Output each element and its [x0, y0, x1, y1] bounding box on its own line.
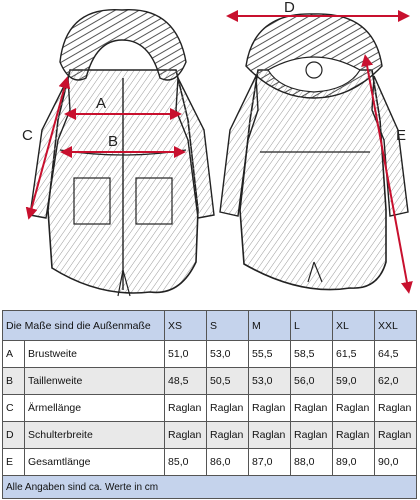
cell-value: 55,5: [249, 341, 291, 368]
cell-value: 89,0: [333, 449, 375, 476]
jacket-back-drawing: [220, 14, 408, 290]
cell-value: 58,5: [291, 341, 333, 368]
cell-value: 86,0: [207, 449, 249, 476]
cell-value: 90,0: [375, 449, 417, 476]
row-label: Taillenweite: [25, 368, 165, 395]
cell-value: Raglan: [207, 422, 249, 449]
cell-value: 50,5: [207, 368, 249, 395]
cell-value: 53,0: [249, 368, 291, 395]
table-row: [3, 341, 417, 368]
table-row: [3, 449, 417, 476]
cell-value: Raglan: [291, 395, 333, 422]
size-header-l: L: [291, 311, 333, 341]
row-label: Schulterbreite: [25, 422, 165, 449]
cell-value: Raglan: [249, 422, 291, 449]
measurement-label-a: A: [96, 95, 107, 112]
row-code: A: [3, 341, 25, 368]
size-header-xs: XS: [165, 311, 207, 341]
cell-value: 59,0: [333, 368, 375, 395]
cell-value: Raglan: [165, 395, 207, 422]
size-table: [2, 310, 417, 499]
table-footer-note: Alle Angaben sind ca. Werte in cm: [3, 476, 417, 499]
cell-value: Raglan: [165, 422, 207, 449]
measurement-label-b: B: [108, 133, 119, 150]
measurement-label-c: C: [22, 127, 33, 144]
row-label: Ärmellänge: [25, 395, 165, 422]
row-label: Gesamtlänge: [25, 449, 165, 476]
cell-value: 64,5: [375, 341, 417, 368]
cell-value: Raglan: [249, 395, 291, 422]
row-code: C: [3, 395, 25, 422]
table-row: [3, 368, 417, 395]
size-header-m: M: [249, 311, 291, 341]
cell-value: Raglan: [375, 395, 417, 422]
cell-value: 62,0: [375, 368, 417, 395]
cell-value: 88,0: [291, 449, 333, 476]
row-label: Brustweite: [25, 341, 165, 368]
row-code: D: [3, 422, 25, 449]
table-header-row: [3, 311, 417, 341]
measurement-label-d: D: [284, 0, 295, 16]
measurement-label-e: E: [396, 127, 407, 144]
cell-value: 56,0: [291, 368, 333, 395]
cell-value: Raglan: [333, 422, 375, 449]
cell-value: Raglan: [375, 422, 417, 449]
cell-value: Raglan: [207, 395, 249, 422]
cell-value: 85,0: [165, 449, 207, 476]
cell-value: Raglan: [333, 395, 375, 422]
table-header-title: Die Maße sind die Außenmaße: [3, 311, 165, 341]
row-code: E: [3, 449, 25, 476]
size-header-xxl: XXL: [375, 311, 417, 341]
size-header-s: S: [207, 311, 249, 341]
table-row: [3, 422, 417, 449]
cell-value: 53,0: [207, 341, 249, 368]
size-header-xl: XL: [333, 311, 375, 341]
row-code: B: [3, 368, 25, 395]
cell-value: 51,0: [165, 341, 207, 368]
cell-value: 61,5: [333, 341, 375, 368]
cell-value: 87,0: [249, 449, 291, 476]
table-footer-row: [3, 476, 417, 499]
table-row: [3, 395, 417, 422]
cell-value: Raglan: [291, 422, 333, 449]
cell-value: 48,5: [165, 368, 207, 395]
